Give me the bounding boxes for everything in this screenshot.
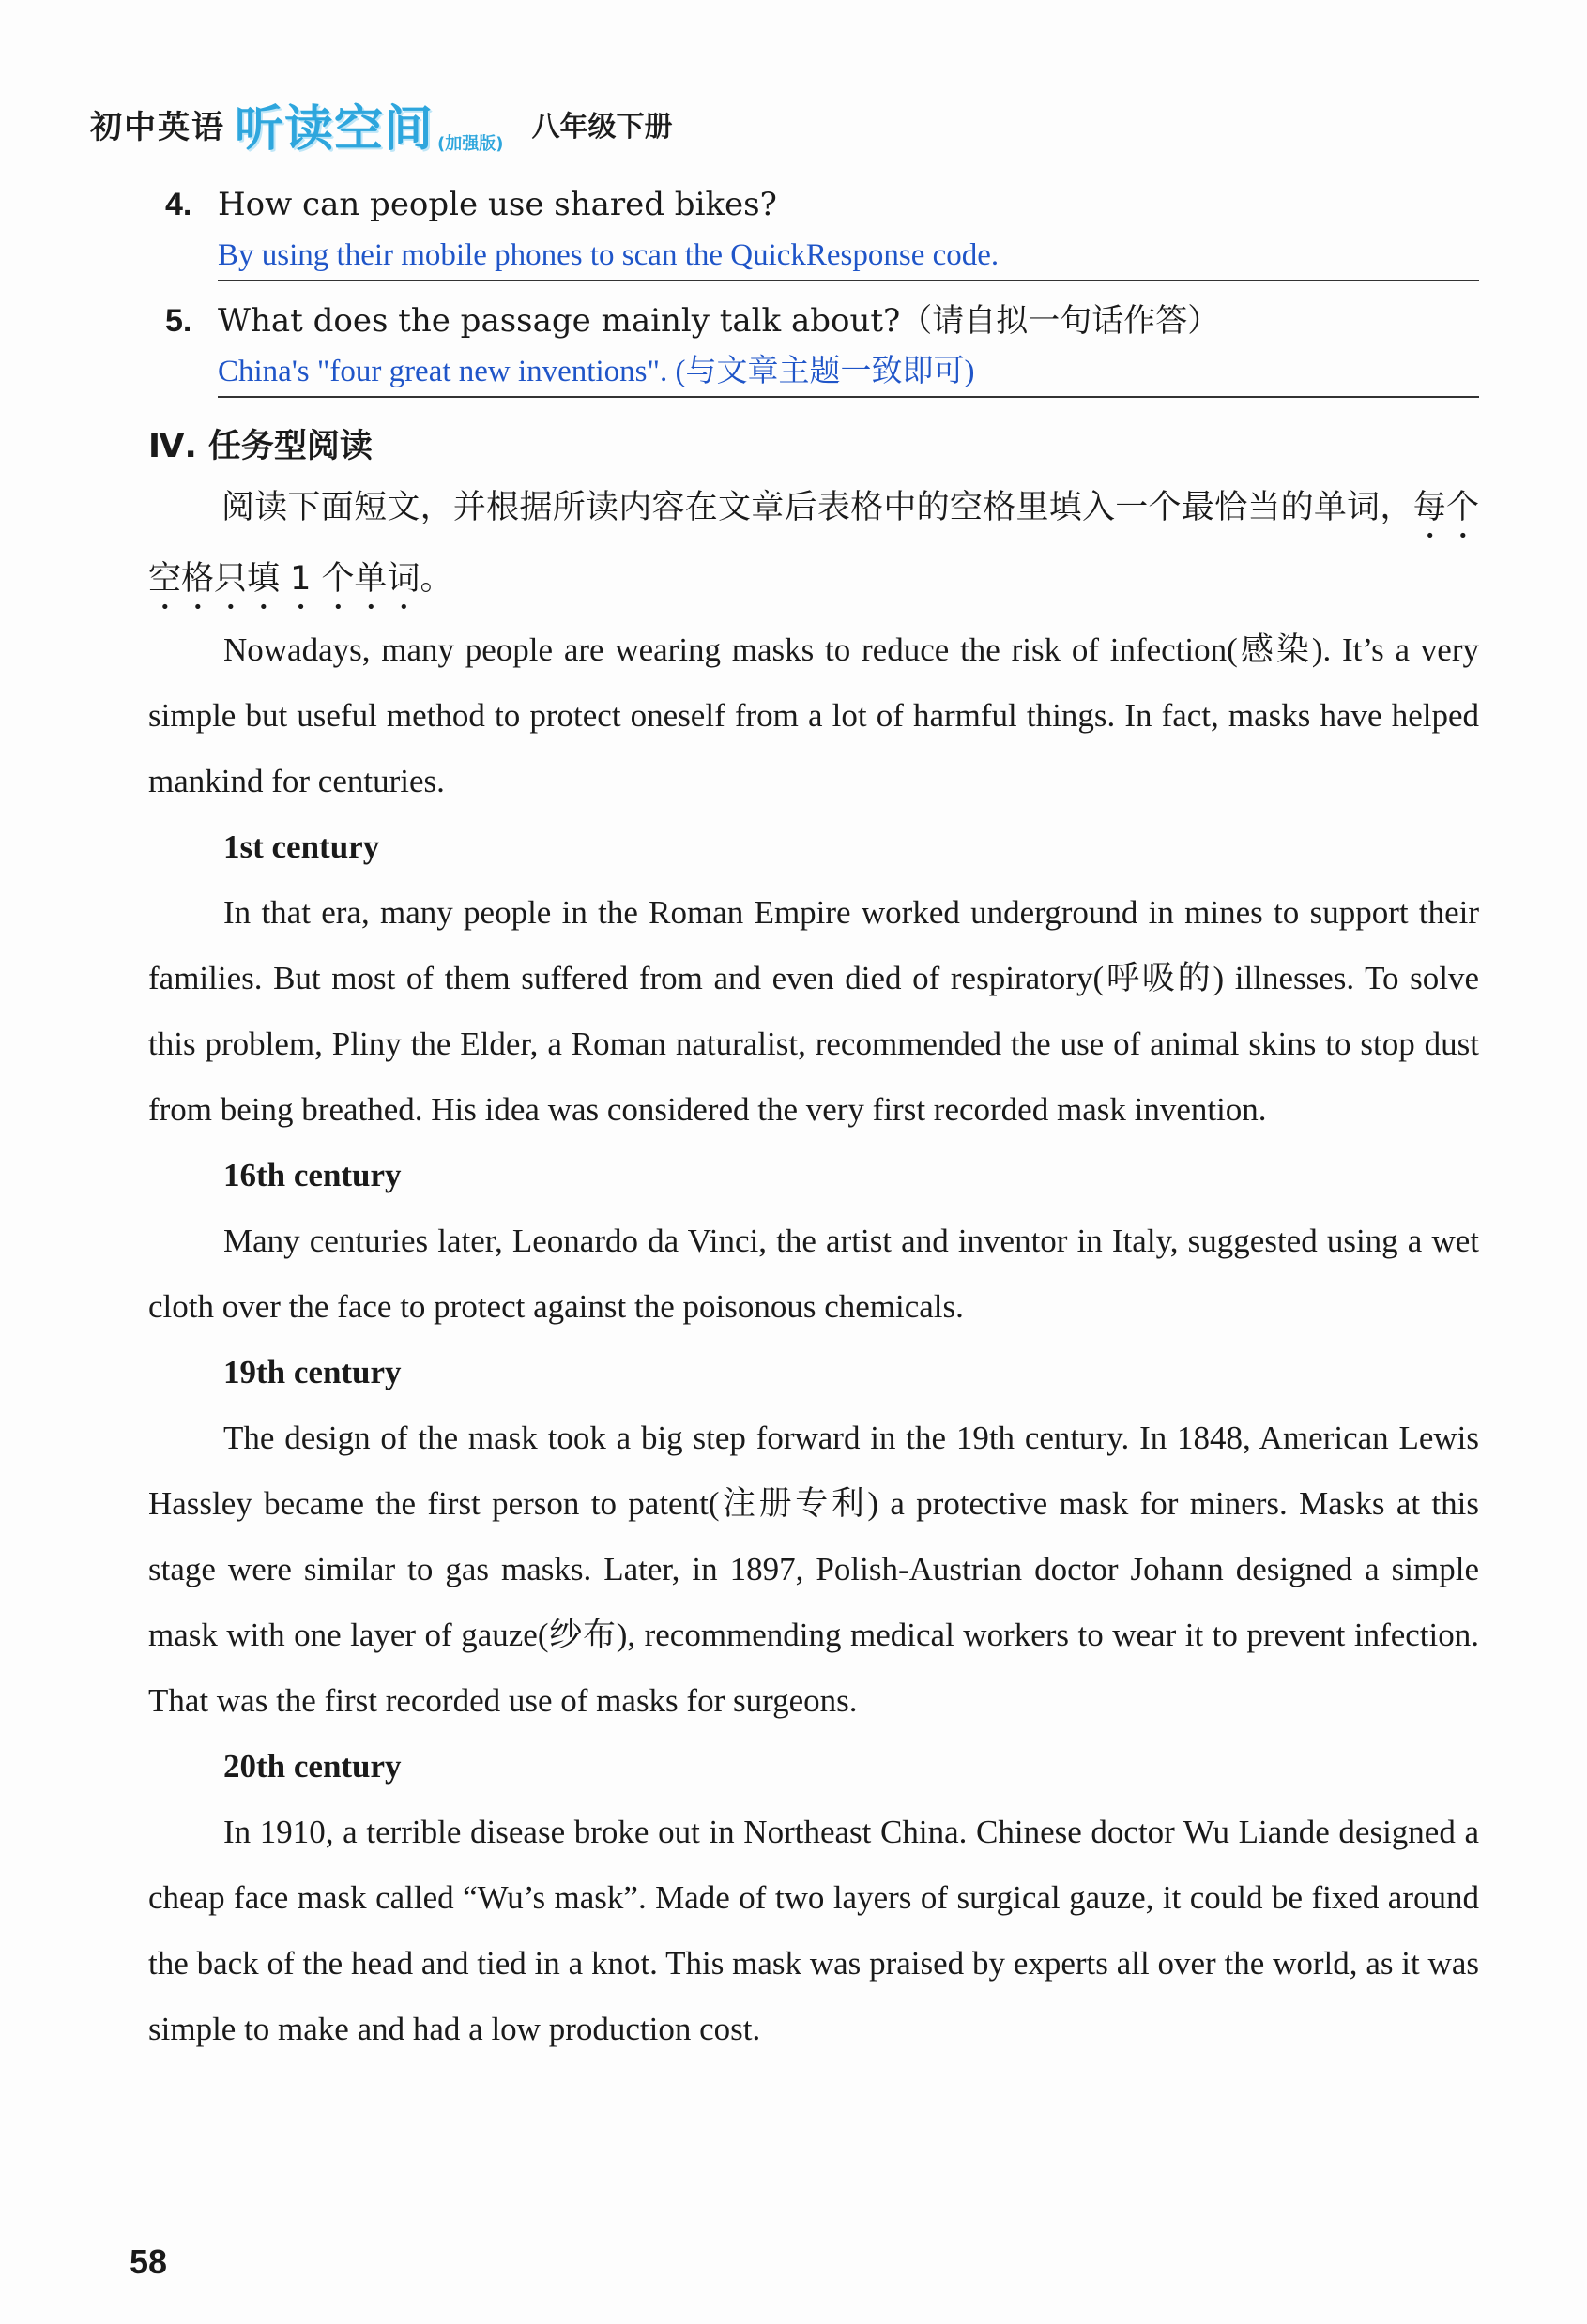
page-number: 58 [130,2242,168,2281]
section-paragraph: Many centuries later, Leonardo da Vinci, the artist and inventor in Italy, suggested using a wet cloth over the face to protect against the poisonous chemicals. [148,1223,1479,1325]
section-heading: 19th century [223,1354,402,1390]
page-content [148,178,1479,2062]
instruction-end: 。 [420,560,453,598]
question [148,178,1479,231]
question-block [148,295,1479,398]
section-heading: 1st century [223,828,380,865]
grade-label: 八年级下册 [531,111,673,144]
answer-line: China's "four great new inventions". (与文章主题一致即可) [218,347,1479,398]
question-block [148,178,1479,281]
section-heading: 16th century [223,1157,402,1193]
page-header [90,86,672,161]
section-paragraph: In that era, many people in the Roman Empire worked underground in mines to support their families. But most of them suffered from and even died of respiratory(呼吸的) illnesses. To solve this problem, Pliny the Elder, a Roman naturalist, recommended the use of animal skins to stop dust from being breathed. His idea was considered the very first recorded mask invention. [148,894,1479,1128]
section-paragraph: In 1910, a terrible disease broke out in Northeast China. Chinese doctor Wu Liande designed a cheap face mask called “Wu’s mask”. Made of two layers of surgical gauze, it could be fixed around the back of the head and tied in a knot. This mask was praised by experts all over the world, as it was simple to make and had a low production cost. [148,1814,1479,2047]
question-text: What does the passage mainly talk about?（请自拟一句话作答） [218,302,1220,340]
edition-label: (加强版) [437,134,504,154]
passage-intro: Nowadays, many people are wearing masks to reduce the risk of infection(感染). It’s a very simple but useful method to protect oneself from a lot of harmful things. In fact, masks have helped mankind for centuries. [148,631,1479,799]
series-title: 初中英语 [90,108,225,146]
brand-logo: 听读空间 [235,100,435,158]
question [148,295,1479,347]
section-instruction [148,475,1479,617]
section-title: Ⅳ. 任务型阅读 [148,428,373,465]
instruction-emphasis: 每个空格只填 1 个单词 [148,489,1479,598]
instruction-text: 阅读下面短文，并根据所读内容在文章后表格中的空格里填入一个最恰当的单词， [221,489,1413,526]
question-number: 5. [165,303,192,339]
question-number: 4. [165,187,192,222]
section-paragraph: The design of the mask took a big step forward in the 19th century. In 1848, American Lewis Hassley became the first person to patent(注册专利) a protective mask for miners. Masks at this stage were similar to gas masks. Later, in 1897, Polish-Austrian doctor Johann designed a simple mask with one layer of gauze(纱布), recommending medical workers to wear it to prevent infection. That was the first recorded use of masks for surgeons. [148,1420,1479,1719]
question-text: How can people use shared bikes? [218,186,777,223]
answer-line: By using their mobile phones to scan the QuickResponse code. [218,231,1479,281]
section-heading: 20th century [223,1748,402,1785]
